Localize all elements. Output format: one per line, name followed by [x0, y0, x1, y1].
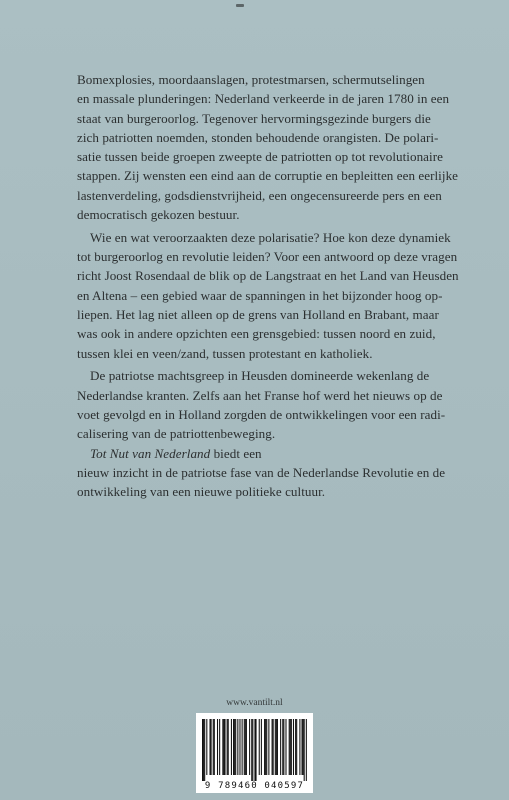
- barcode-bar: [282, 719, 283, 775]
- blurb-line-rest: biedt een: [213, 445, 262, 461]
- barcode-bar: [272, 719, 273, 775]
- barcode-bar: [252, 719, 253, 781]
- barcode-bar: [244, 719, 245, 775]
- blurb-line: democratisch gekozen bestuur.: [77, 207, 240, 223]
- blurb-line: satie tussen beide groepen zweepte de patriotten op tot revolutionaire: [77, 149, 443, 165]
- barcode-bar: [289, 719, 290, 775]
- barcode-bar: [293, 719, 294, 775]
- back-cover-blurb: [77, 70, 459, 502]
- barcode-bar: [306, 719, 307, 781]
- barcode-bar: [214, 719, 215, 775]
- blurb-line: De patriotse machtsgreep in Heusden domineerde wekenlang de: [90, 368, 430, 384]
- blurb-line: zich patriotten noemden, stonden behoudende orangisten. De polari-: [77, 129, 439, 145]
- blurb-line: tot burgeroorlog en revolutie leiden? Voor een antwoord op deze vragen: [77, 249, 458, 265]
- barcode-bar: [246, 719, 247, 775]
- barcode-bar: [233, 719, 234, 775]
- barcode-bar: [259, 719, 260, 775]
- blurb-line: [77, 444, 441, 463]
- barcode-bar: [296, 719, 297, 775]
- blurb-paragraph-3: [77, 366, 446, 501]
- barcode-bar: [304, 719, 305, 781]
- publisher-website: www.vantilt.nl: [226, 698, 283, 708]
- barcode-bar: [273, 719, 274, 775]
- barcode-bar: [249, 719, 250, 775]
- barcode-bar: [206, 719, 207, 775]
- barcode-bar: [251, 719, 252, 781]
- barcode-bar: [256, 719, 257, 781]
- barcode-bar: [227, 719, 228, 775]
- barcode-bar: [261, 719, 262, 775]
- barcode-bar: [234, 719, 235, 775]
- blurb-line: nieuw inzicht in de patriotse fase van de Nederlandse Revolutie en de: [77, 464, 446, 480]
- barcode-bar: [228, 719, 229, 775]
- barcode-bar: [266, 719, 267, 775]
- barcode-bar: [203, 719, 204, 781]
- barcode-bar: [213, 719, 214, 775]
- barcode-bar: [242, 719, 243, 775]
- barcode-bar: [285, 719, 286, 775]
- barcode-bar: [217, 719, 218, 775]
- barcode-bar: [223, 719, 224, 775]
- barcode-bar: [299, 719, 300, 775]
- barcode-bar: [209, 719, 210, 775]
- blurb-line: staat van burgeroorlog. Tegenover hervormingsgezinde burgers die: [77, 110, 431, 126]
- barcode-bar: [275, 719, 276, 775]
- book-title: Tot Nut van Nederland: [90, 445, 211, 461]
- blurb-line: lastenverdeling, godsdienstvrijheid, een ongecensureerde pers en een: [77, 187, 442, 203]
- blurb-line: en Altena – een gebied waar de spanningen in het bijzonder hoog op-: [77, 287, 443, 303]
- blurb-line: Bomexplosies, moordaanslagen, protestmarsen, schermutselingen: [77, 72, 425, 87]
- barcode-bars: [202, 719, 307, 781]
- barcode-bar: [245, 719, 246, 775]
- blurb-line: stappen. Zij wensten een eind aan de corruptie en bepleitten een eerlijke: [77, 168, 459, 184]
- barcode-bar: [224, 719, 225, 775]
- blurb-paragraph-2: [77, 228, 459, 363]
- barcode-bar: [283, 719, 284, 775]
- barcode-bar: [277, 719, 278, 775]
- barcode-bar: [254, 719, 255, 781]
- barcode-bar: [211, 719, 212, 775]
- barcode-bar: [276, 719, 277, 775]
- barcode-bar: [202, 719, 203, 781]
- barcode-bar: [291, 719, 292, 775]
- barcode-bar: [265, 719, 266, 775]
- blurb-line: richt Joost Rosendaal de blik op de Langstraat en het Land van Heusden: [77, 268, 459, 284]
- barcode-bar: [239, 719, 240, 775]
- barcode-bar: [204, 719, 205, 781]
- barcode-bar: [280, 719, 281, 775]
- blurb-line: was ook in andere opzichten een grensgebied: tussen noord en zuid,: [77, 326, 436, 342]
- blurb-line: liepen. Het lag niet alleen op de grens van Holland en Brabant, maar: [77, 307, 439, 323]
- blurb-line: voet gevolgd en in Holland zorgden de ontwikkelingen voor een radi-: [77, 407, 446, 423]
- blurb-line: calisering van de patriottenbeweging.: [77, 426, 276, 442]
- barcode-bar: [290, 719, 291, 775]
- barcode-bar: [302, 719, 303, 775]
- isbn-number: 9 789460 040597: [204, 781, 305, 791]
- barcode-bar: [231, 719, 232, 775]
- blurb-line: tussen klei en veen/zand, tussen protestant en katholiek.: [77, 345, 373, 361]
- blurb-paragraph-1: [77, 70, 459, 224]
- blurb-line: ontwikkeling van een nieuwe politieke cultuur.: [77, 484, 326, 500]
- blurb-line: en massale plunderingen: Nederland verkeerde in de jaren 1780 in een: [77, 91, 450, 107]
- blurb-line: Wie en wat veroorzaakten deze polarisatie? Hoe kon deze dynamiek: [90, 229, 451, 245]
- barcode-bar: [268, 719, 269, 775]
- barcode: [196, 713, 313, 793]
- barcode-bar: [222, 719, 223, 775]
- blurb-line: Nederlandse kranten. Zelfs aan het Franse hof werd het nieuws op de: [77, 387, 443, 403]
- barcode-bar: [295, 719, 296, 775]
- barcode-bar: [237, 719, 238, 775]
- barcode-bar: [264, 719, 265, 775]
- barcode-bar: [235, 719, 236, 775]
- top-edge-mark: [236, 4, 244, 7]
- barcode-bar: [303, 719, 304, 775]
- barcode-bar: [219, 719, 220, 775]
